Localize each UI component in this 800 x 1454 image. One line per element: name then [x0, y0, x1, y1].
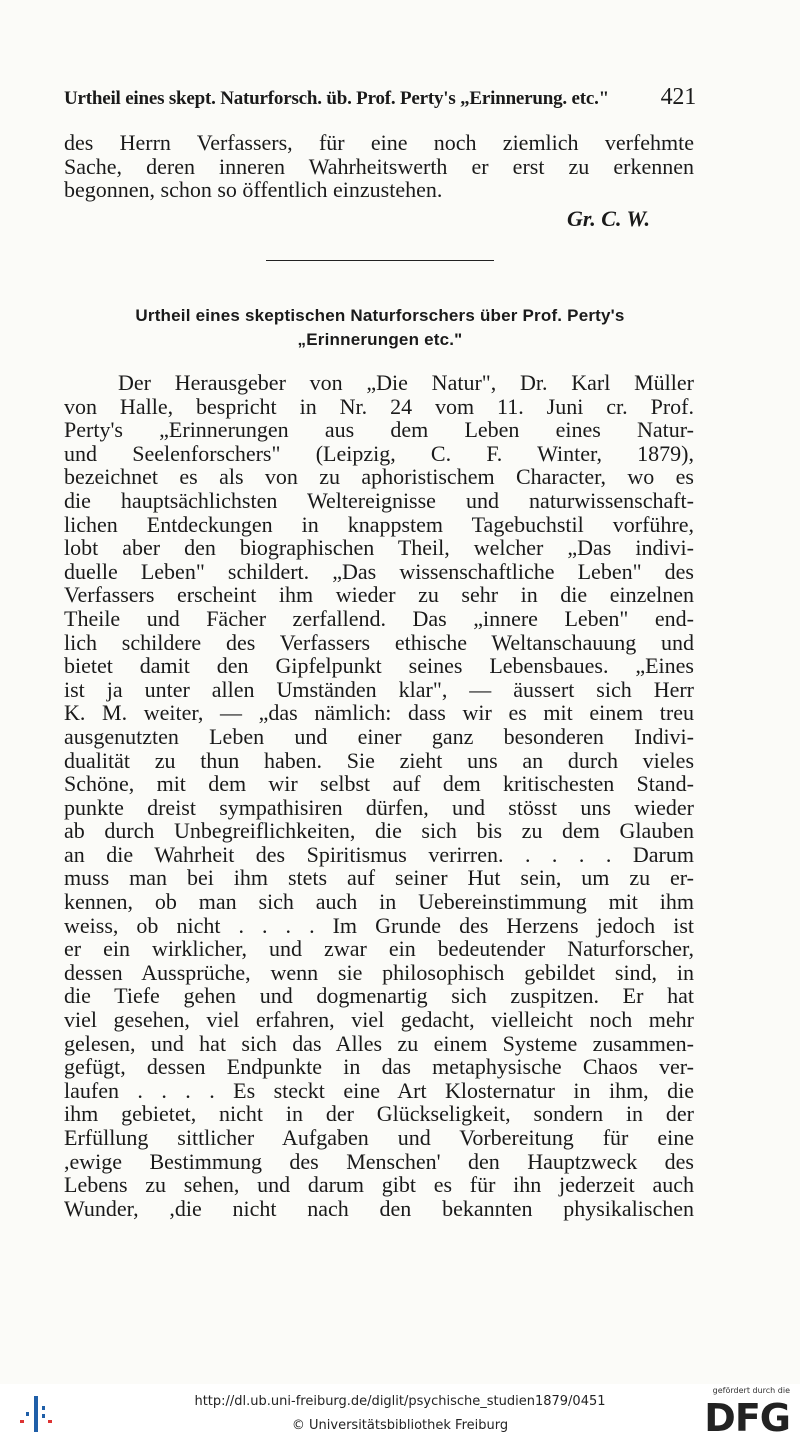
- text-line: Schöne, mit dem wir selbst auf dem kritischesten Stand-: [64, 771, 694, 797]
- text-line: und Seelenforschers" (Leipzig, C. F. Winter, 1879),: [64, 440, 694, 466]
- text-line: duelle Leben" schildert. „Das wissenschaftliche Leben" des: [64, 558, 694, 584]
- text-line: Wunder, ,die nicht nach den bekannten physikalischen: [64, 1195, 694, 1221]
- text-line: kennen, ob man sich auch in Uebereinstimmung mit ihm: [64, 889, 694, 915]
- running-head-title: Urtheil eines skept. Naturforsch. üb. Prof. Perty's „Erinnerung. etc.": [64, 88, 610, 109]
- article-title-line: „Erinnerungen etc.": [297, 330, 463, 349]
- text-line: ihm gebietet, nicht in der Glückseligkeit, sondern in der: [64, 1101, 694, 1127]
- top-paragraph: [64, 131, 694, 202]
- text-line: er ein wirklicher, und zwar ein bedeutender Naturforscher,: [64, 936, 694, 962]
- text-line: ausgenutzten Leben und einer ganz besonderen Indivi-: [64, 723, 694, 749]
- article-title-line: Urtheil eines skeptischen Naturforschers über Prof. Perty's: [135, 306, 625, 325]
- text-line: lichen Entdeckungen in knappstem Tagebuchstil vorführe,: [64, 511, 694, 537]
- text-line: K. M. weiter, — „das nämlich: dass wir es mit einem treu: [64, 700, 694, 726]
- text-line: viel gesehen, viel erfahren, viel gedacht, vielleicht noch mehr: [64, 1007, 694, 1033]
- signature: Gr. C. W.: [567, 206, 650, 231]
- text-line: von Halle, bespricht in Nr. 24 vom 11. Juni cr. Prof.: [64, 393, 694, 419]
- text-line: Verfassers erscheint ihm wieder zu sehr in die einzelnen: [64, 582, 694, 608]
- text-line: Sache, deren inneren Wahrheitswerth er erst zu erkennen: [64, 153, 694, 179]
- article-title: [64, 304, 696, 352]
- text-line: Erfüllung sittlicher Aufgaben und Vorbereitung für eine: [64, 1125, 694, 1150]
- text-line: gefügt, dessen Endpunkte in das metaphysische Chaos ver-: [64, 1054, 694, 1080]
- running-head: [64, 84, 696, 111]
- text-line: an die Wahrheit des Spiritismus verirren. . . . . Darum: [64, 841, 694, 867]
- text-line: lobt aber den biographischen Theil, welcher „Das indivi-: [64, 535, 694, 561]
- text-line: die Tiefe gehen und dogmenartig sich zuspitzen. Er hat: [64, 983, 694, 1009]
- text-line: dualität zu thun haben. Sie zieht uns an durch vieles: [64, 747, 694, 773]
- text-line: muss man bei ihm stets auf seiner Hut sein, um zu er-: [64, 865, 694, 891]
- text-line: bezeichnet es als von zu aphoristischem Character, wo es: [64, 464, 694, 490]
- text-line: Theile und Fächer zerfallend. Das „innere Leben" end-: [64, 605, 694, 631]
- text-line: ist ja unter allen Umständen klar", — äussert sich Herr: [64, 676, 694, 702]
- source-url[interactable]: http://dl.ub.uni-freiburg.de/diglit/psychische_studien1879/0451: [194, 1394, 606, 1409]
- section-divider: [266, 260, 494, 261]
- text-line: begonnen, schon so öffentlich einzustehen.: [64, 177, 443, 203]
- text-line: ,ewige Bestimmung des Menschen' den Hauptzweck des: [64, 1148, 694, 1174]
- text-line: dessen Aussprüche, wenn sie philosophisch gebildet sind, in: [64, 959, 694, 985]
- text-line: weiss, ob nicht . . . . Im Grunde des Herzens jedoch ist: [64, 912, 694, 938]
- page-number: 421: [660, 84, 696, 110]
- text-line: punkte dreist sympathisiren dürfen, und stösst uns wieder: [64, 794, 694, 820]
- dfg-caption: gefördert durch die: [712, 1386, 790, 1395]
- text-line: des Herrn Verfassers, für eine noch ziemlich verfehmte: [64, 130, 694, 155]
- text-line: Lebens zu sehen, und darum gibt es für ihn jederzeit auch: [64, 1172, 694, 1198]
- text-line: Perty's „Erinnerungen aus dem Leben eines Natur-: [64, 417, 694, 443]
- footer-bar: [0, 1384, 800, 1454]
- copyright-notice: © Universitätsbibliothek Freiburg: [291, 1418, 509, 1433]
- article-body: [64, 371, 694, 1220]
- text-line: die hauptsächlichsten Weltereignisse und naturwissenschaft-: [64, 487, 694, 513]
- text-line: lich schildere des Verfassers ethische Weltanschauung und: [64, 629, 694, 655]
- text-line: bietet damit den Gipfelpunkt seines Lebensbaues. „Eines: [64, 653, 694, 679]
- text-line: gelesen, und hat sich das Alles zu einem Systeme zusammen-: [64, 1030, 694, 1056]
- text-line: laufen . . . . Es steckt eine Art Klosternatur in ihm, die: [64, 1077, 694, 1103]
- dfg-logo-icon: DFG: [704, 1396, 790, 1440]
- text-line: ab durch Unbegreiflichkeiten, die sich bis zu dem Glauben: [64, 818, 694, 844]
- text-line: Der Herausgeber von „Die Natur", Dr. Karl Müller: [118, 370, 694, 395]
